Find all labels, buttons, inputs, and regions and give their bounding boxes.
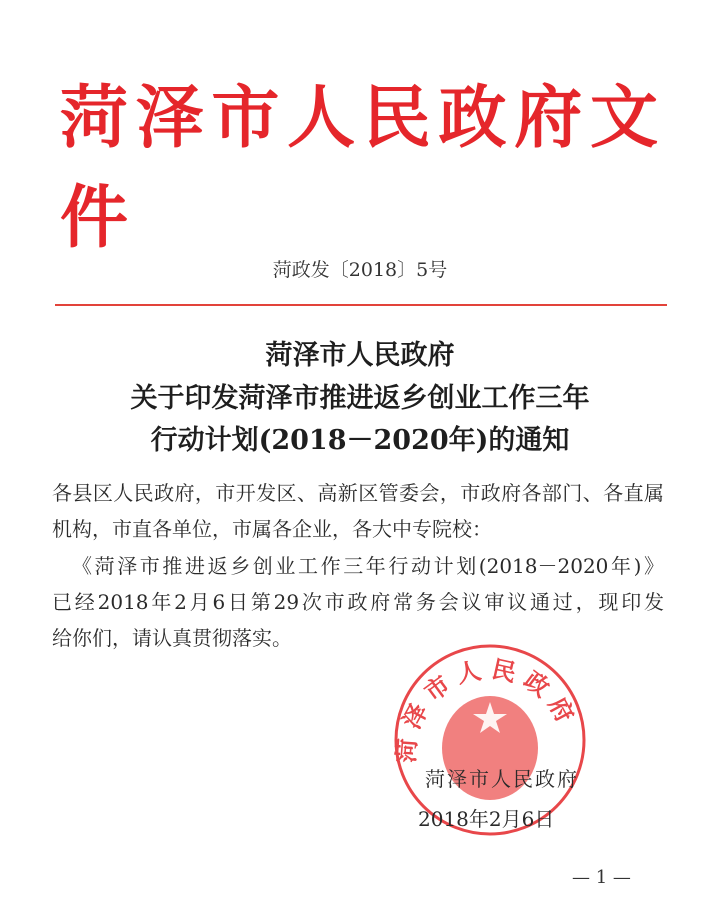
body-line: 《菏泽市推进返乡创业工作三年行动计划(2018－2020年)》 bbox=[72, 554, 664, 578]
document-number: 菏政发〔2018〕5号 bbox=[272, 259, 448, 281]
body-line: 给你们，请认真贯彻落实。 bbox=[52, 626, 292, 650]
issue-date: 2018年2月6日 bbox=[418, 807, 555, 831]
title-line-3: 行动计划(2018－2020年)的通知 bbox=[150, 425, 570, 456]
signature: 菏泽市人民政府 bbox=[425, 767, 579, 791]
title-line-2: 关于印发菏泽市推进返乡创业工作三年 bbox=[130, 383, 590, 414]
document-header: 菏泽市人民政府文件 bbox=[60, 78, 660, 258]
seal-text: 菏泽市人民政府 bbox=[391, 653, 584, 764]
page-number: — 1 — bbox=[572, 867, 631, 888]
title-line-1: 菏泽市人民政府 bbox=[265, 340, 455, 371]
body-line: 机构，市直各单位，市属各企业，各大中专院校： bbox=[52, 517, 492, 541]
red-divider bbox=[55, 304, 667, 306]
body-line: 各县区人民政府，市开发区、高新区管委会，市政府各部门、各直属 bbox=[52, 481, 664, 505]
body-line: 已经2018年2月6日第29次市政府常务会议审议通过，现印发 bbox=[52, 590, 664, 614]
